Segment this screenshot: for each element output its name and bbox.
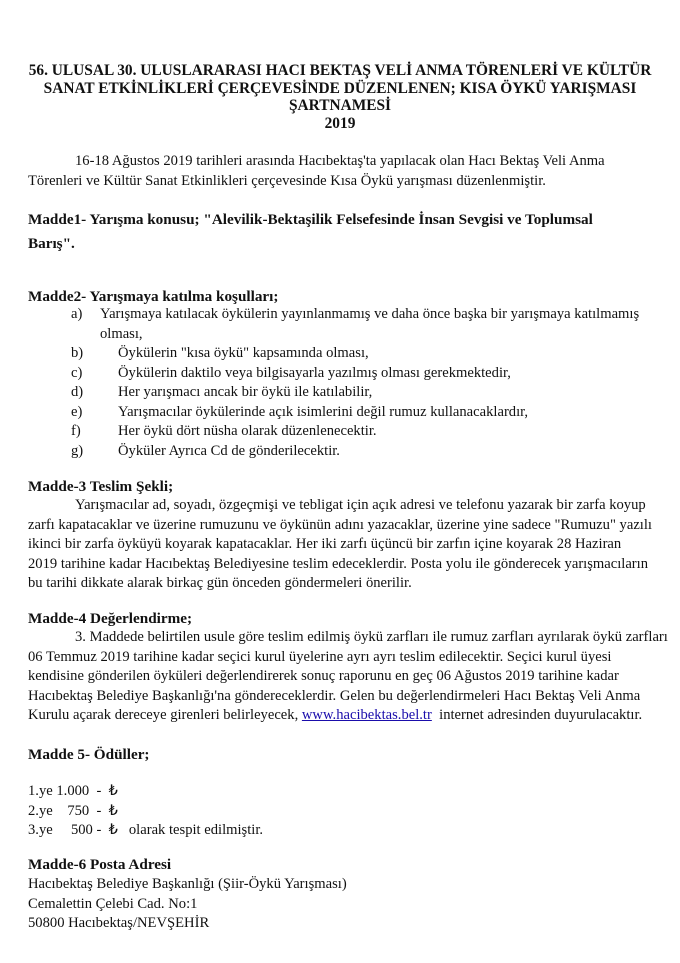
list-marker: g) — [71, 442, 84, 459]
list-marker: d) — [71, 384, 84, 400]
list-item — [71, 403, 529, 423]
list-marker: e) — [71, 403, 83, 420]
address-line: Hacıbektaş Belediye Başkanlığı (Şiir-Öykü Yarışması) — [28, 876, 347, 892]
madde4-last-line — [28, 706, 668, 726]
list-text: Öykülerin "kısa öykü" kapsamında olması, — [118, 345, 369, 361]
title-year: 2019 — [324, 114, 356, 132]
list-item — [71, 364, 511, 384]
madde4-line: 3. Maddede belirtilen usule göre teslim edilmiş öykü zarfları ile rumuz zarfları ayrılarak öykü zarfları — [75, 629, 668, 645]
list-item — [71, 305, 640, 325]
list-item-continuation: olması, — [100, 325, 143, 342]
list-text: Yarışmaya katılacak öykülerin yayınlanmamış ve daha önce başka bir yarışmaya katılmamış — [100, 306, 640, 322]
madde6-heading: Madde-6 Posta Adresi — [28, 856, 172, 873]
list-marker: f) — [71, 423, 81, 439]
madde4-line: kendisine gönderilen öyküleri değerlendirerek sonuç raporunu en geç 06 Ağustos 2019 tarihine kadar — [28, 668, 619, 685]
madde5-heading: Madde 5- Ödüller; — [28, 746, 150, 763]
prize-line: 1.ye 1.000 - ₺ — [28, 783, 118, 799]
list-item — [71, 383, 373, 403]
madde2-heading: Madde2- Yarışmaya katılma koşulları; — [28, 288, 279, 305]
list-marker: c) — [71, 364, 83, 381]
address-line: Cemalettin Çelebi Cad. No:1 — [28, 895, 198, 912]
title-line-1: 56. ULUSAL 30. ULUSLARARASI HACI BEKTAŞ VELİ ANMA TÖRENLERİ VE KÜLTÜR — [28, 62, 652, 79]
list-text: Öykülerin daktilo veya bilgisayarla yazılmış olması gerekmektedir, — [118, 364, 511, 381]
intro-line-2: Törenleri ve Kültür Sanat Etkinlikleri çerçevesinde Kısa Öykü yarışması düzenlenmiştir. — [28, 172, 546, 189]
website-link[interactable]: www.hacibektas.bel.tr — [301, 707, 432, 724]
title-line-3: ŞARTNAMESİ — [288, 97, 392, 114]
madde3-line: 2019 tarihine kadar Hacıbektaş Belediyesine teslim edeceklerdir. Posta yolu ile gönderecek yarışmacıların — [28, 555, 649, 572]
prizes-list — [28, 782, 668, 841]
list-item — [71, 344, 369, 364]
list-marker: b) — [71, 345, 84, 361]
madde4-heading: Madde-4 Değerlendirme; — [28, 610, 193, 627]
madde1-heading — [28, 208, 593, 256]
intro-line-1: 16-18 Ağustos 2019 tarihleri arasında Hacıbektaş'ta yapılacak olan Hacı Bektaş Veli Anma — [75, 153, 605, 169]
prize-line: 3.ye 500 - ₺ olarak tespit edilmiştir. — [28, 822, 264, 839]
madde1-line-1: Madde1- Yarışma konusu; "Alevilik-Bektaşilik Felsefesinde İnsan Sevgisi ve Toplumsal — [28, 211, 593, 228]
list-item — [71, 422, 377, 442]
madde3-line: Yarışmacılar ad, soyadı, özgeçmişi ve tebligat için açık adresi ve telefonu yazarak bir zarfa koyup — [75, 497, 646, 513]
madde1-line-2: Barış". — [28, 235, 75, 252]
list-text: Öyküler Ayrıca Cd de gönderilecektir. — [118, 442, 340, 459]
list-text: Her öykü dört nüsha olarak düzenlenecektir. — [118, 423, 377, 439]
list-item — [71, 442, 340, 462]
madde4-paragraph — [28, 628, 668, 726]
madde4-line: Hacıbektaş Belediye Başkanlığı'na göndereceklerdir. Gelen bu değerlendirmeleri Hacı Bektaş Veli Anma — [28, 687, 641, 704]
conditions-list — [71, 305, 640, 461]
list-marker: a) — [71, 306, 83, 322]
address-line: 50800 Hacıbektaş/NEVŞEHİR — [28, 915, 210, 932]
document-title — [20, 62, 660, 132]
postal-address — [28, 875, 668, 934]
madde4-line: 06 Temmuz 2019 tarihine kadar seçici kurul üyelerine ayrı ayrı teslim edilecektir. Seçici kurul üyesi — [28, 648, 612, 665]
madde3-paragraph — [28, 496, 668, 594]
madde4-last-prefix: Kurulu açarak dereceye girenleri belirleyecek, — [28, 707, 302, 724]
list-text: Yarışmacılar öykülerinde açık isimlerini değil rumuz kullanacaklardır, — [118, 403, 529, 420]
madde3-line: ikinci bir zarfa öyküyü koyarak kapatacaklar. Her iki zarfı üçüncü bir zarfın içine koyarak 28 Haziran — [28, 536, 622, 553]
madde3-line: zarfı kapatacaklar ve üzerine rumuzunu ve öykünün adını yazacaklar, üzerine yine sadece "Rumuzu" yazılı — [28, 516, 652, 533]
madde3-heading: Madde-3 Teslim Şekli; — [28, 478, 174, 495]
madde4-last-suffix: internet adresinden duyurulacaktır. — [431, 707, 643, 724]
title-line-2: SANAT ETKİNLİKLERİ ÇERÇEVESİNDE DÜZENLENEN; KISA ÖYKÜ YARIŞMASI — [43, 79, 637, 97]
prize-line: 2.ye 750 - ₺ — [28, 802, 118, 819]
madde3-line: bu tarihi dikkate alarak birkaç gün önceden göndermeleri önerilir. — [28, 575, 412, 592]
list-text: Her yarışmacı ancak bir öykü ile katılabilir, — [118, 384, 373, 400]
intro-paragraph — [28, 152, 668, 191]
